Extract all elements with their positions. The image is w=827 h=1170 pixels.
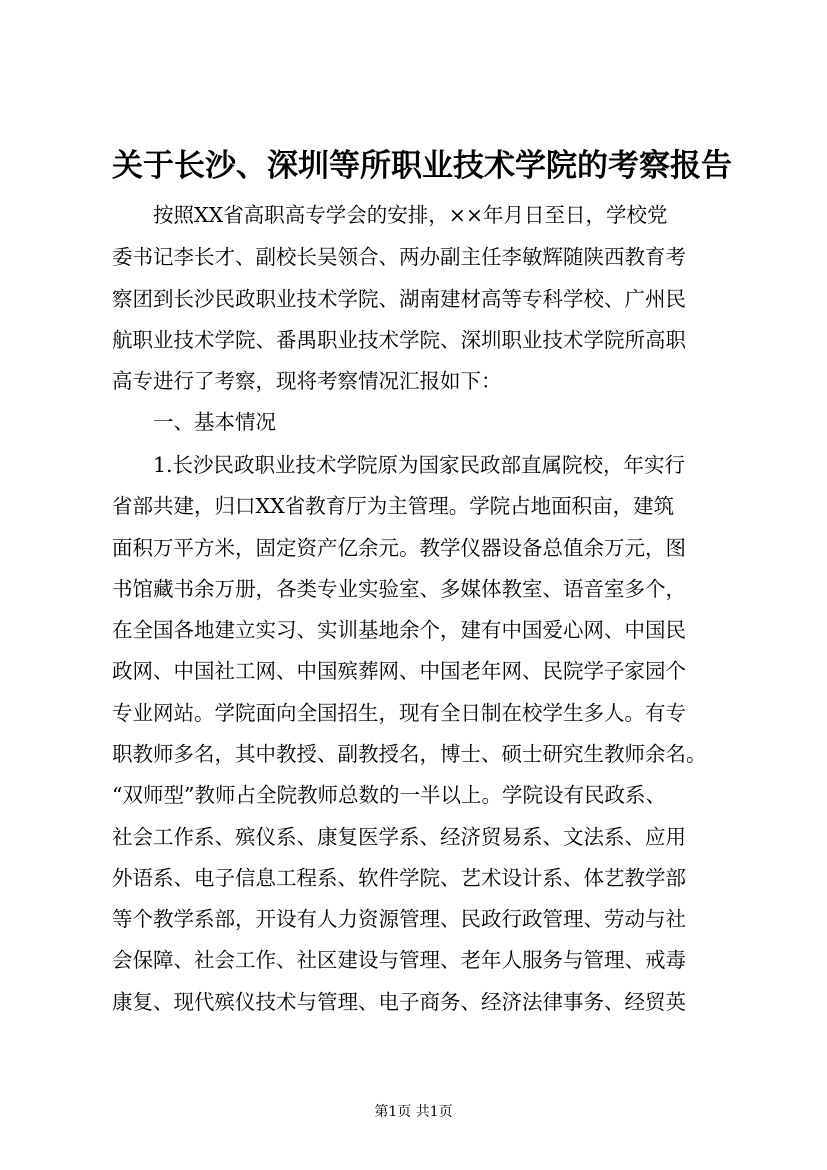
body-line: 委书记李长才、副校长吴领合、两办副主任李敏辉随陕西教育考 — [112, 245, 686, 269]
body-line: 书馆藏书余万册，各类专业实验室、多媒体教室、语音室多个， — [112, 577, 686, 601]
body-line: 社会工作系、殡仪系、康复医学系、经济贸易系、文法系、应用 — [112, 825, 686, 849]
body-line: 康复、现代殡仪技术与管理、电子商务、经济法律事务、经贸英 — [112, 990, 686, 1014]
body-line: 专业网站。学院面向全国招生，现有全日制在校学生多人。有专 — [112, 701, 686, 725]
body-line: “双师型”教师占全院教师总数的一半以上。学院设有民政系、 — [112, 783, 666, 807]
body-line: 会保障、社会工作、社区建设与管理、老年人服务与管理、戒毒 — [112, 948, 686, 972]
body-line: 面积万平方米，固定资产亿余元。教学仪器设备总值余万元，图 — [112, 536, 686, 560]
body-line: 职教师多名，其中教授、副教授名，博士、硕士研究生教师余名。 — [112, 742, 707, 766]
body-line: 外语系、电子信息工程系、软件学院、艺术设计系、体艺教学部 — [112, 866, 686, 890]
document-title: 关于长沙、深圳等所职业技术学院的考察报告 — [112, 148, 732, 184]
body-line: 等个教学系部，开设有人力资源管理、民政行政管理、劳动与社 — [112, 907, 686, 931]
body-line: 高专进行了考察，现将考察情况汇报如下： — [112, 369, 502, 393]
body-line: 政网、中国社工网、中国殡葬网、中国老年网、民院学子家园个 — [112, 659, 686, 683]
body-line: 航职业技术学院、番禺职业技术学院、深圳职业技术学院所高职 — [112, 328, 686, 352]
body-line: 察团到长沙民政职业技术学院、湖南建材高等专科学校、广州民 — [112, 287, 686, 311]
body-line: 在全国各地建立实习、实训基地余个，建有中国爱心网、中国民 — [112, 618, 686, 642]
body-line: 省部共建，归口XX省教育厅为主管理。学院占地面积亩，建筑 — [112, 494, 675, 518]
body-line: 1.长沙民政职业技术学院原为国家民政部直属院校，年实行 — [112, 453, 686, 477]
body-line: 按照XX省高职高专学会的安排，××年月日至日，学校党 — [112, 203, 668, 227]
page-footer: 第1页 共1页 — [374, 1104, 453, 1120]
section-heading: 一、基本情况 — [112, 410, 276, 434]
